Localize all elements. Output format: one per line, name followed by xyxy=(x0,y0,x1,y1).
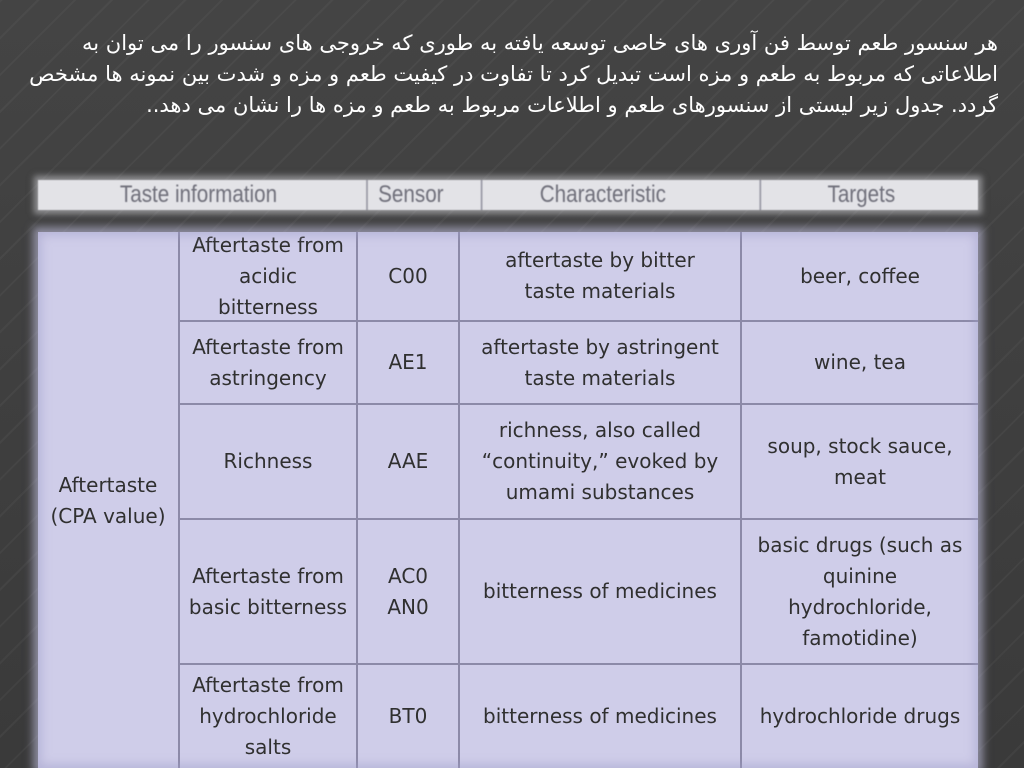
header-sensor: Sensor xyxy=(366,180,454,210)
cell-sensor: BT0 xyxy=(358,665,460,768)
cell-characteristic: bitterness of medicines xyxy=(460,665,742,768)
header-targets: Targets xyxy=(759,180,961,210)
header-characteristic: Characteristic xyxy=(481,180,724,210)
cell-taste: Aftertaste from astringency xyxy=(180,322,358,403)
cell-targets: beer, coffee xyxy=(800,263,920,288)
sensor-table xyxy=(38,232,978,768)
cell-sensor: AE1 xyxy=(358,322,460,403)
table-rows xyxy=(180,232,978,768)
table-row xyxy=(180,665,978,768)
cell-taste: Aftertaste from acidic bitterness xyxy=(180,232,358,320)
cell-characteristic: aftertaste by bitter taste materials xyxy=(460,232,742,320)
cell-targets: hydrochloride drugs xyxy=(759,704,961,728)
cell-sensor: AC0 AN0 xyxy=(358,520,460,663)
cell-sensor: AAE xyxy=(358,405,460,518)
group-label-aftertaste xyxy=(38,232,180,768)
intro-paragraph: هر سنسور طعم توسط فن آوری های خاصی توسعه یافته به طوری که خروجی های سنسور را می توان به اطلاعاتی که مربوط به طعم و مزه است تبدیل کرد تا تفاوت در کیفیت طعم و مزه و شدت بین نمونه ها مشخص گردد. جدول زیر لیستی از سنسورهای طعم و اطلاعات مربوط به طعم و مزه ها را نشان می دهد.. xyxy=(29,31,998,117)
cell-characteristic: richness, also called “continuity,” evoked by umami substances xyxy=(460,405,742,518)
cell-characteristic: bitterness of medicines xyxy=(460,520,742,663)
cell-taste: Richness xyxy=(180,405,358,518)
cell-taste: Aftertaste from basic bitterness xyxy=(180,520,358,663)
table-row xyxy=(180,232,978,322)
cell-targets: soup, stock sauce, meat xyxy=(767,433,953,489)
table-row xyxy=(180,520,978,665)
cell-characteristic: aftertaste by astringent taste materials xyxy=(460,322,742,403)
cell-sensor: C00 xyxy=(358,232,460,320)
cell-taste: Aftertaste from hydrochloride salts xyxy=(180,665,358,768)
cell-targets: basic drugs (such as quinine hydrochloride, famotidine) xyxy=(757,532,963,650)
table-row xyxy=(180,405,978,520)
group-label-text: Aftertaste (CPA value) xyxy=(50,473,166,528)
header-taste-information: Taste information xyxy=(119,181,278,208)
table-row xyxy=(180,322,978,405)
table-header xyxy=(38,180,978,210)
cell-targets: wine, tea xyxy=(813,350,906,374)
